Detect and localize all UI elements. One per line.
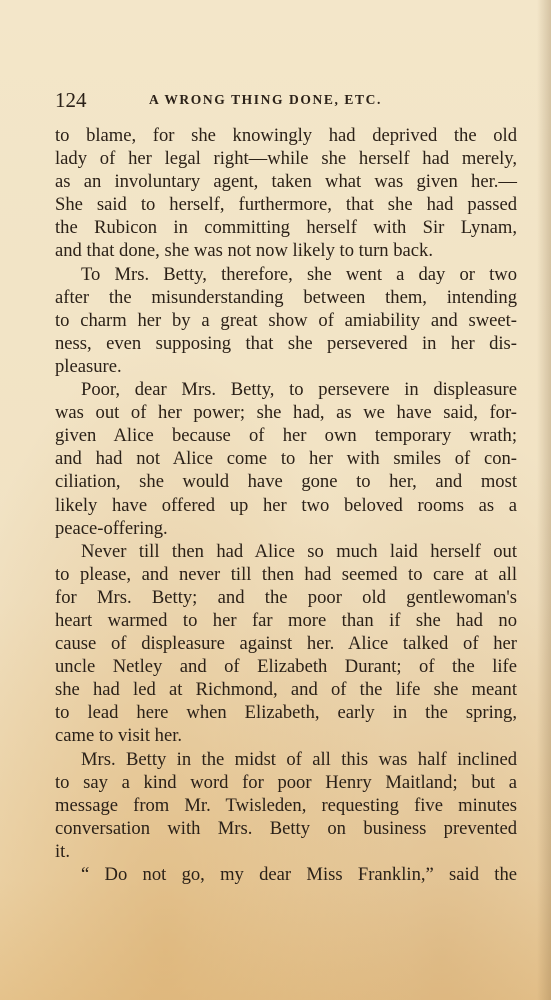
body-text — [55, 124, 517, 886]
page-edge-shadow — [537, 0, 551, 1000]
text-line: uncle Netley and of Elizabeth Durant; of the life — [55, 656, 517, 678]
text-line: to lead here when Elizabeth, early in the spring, — [55, 702, 517, 724]
text-line: to say a kind word for poor Henry Maitland; but a — [55, 771, 517, 793]
text-line: “ Do not go, my dear Miss Franklin,” said the — [81, 864, 517, 885]
text-line: and had not Alice come to her with smiles of con- — [55, 448, 517, 470]
text-line: to please, and never till then had seemed to care at all — [55, 563, 517, 585]
text-line: as an involuntary agent, taken what was given her.— — [55, 171, 517, 193]
text-line: to charm her by a great show of amiability and sweet- — [55, 309, 517, 331]
text-line: given Alice because of her own temporary wrath; — [55, 425, 517, 447]
text-line: ciliation, she would have gone to her, and most — [55, 471, 517, 493]
text-line: Never till then had Alice so much laid herself out — [81, 540, 517, 562]
text-line: to blame, for she knowingly had deprived the old — [55, 125, 517, 146]
text-line: the Rubicon in committing herself with Sir Lynam, — [55, 217, 517, 239]
text-line: for Mrs. Betty; and the poor old gentlewoman's — [55, 586, 517, 608]
text-line: she had led at Richmond, and of the life she meant — [55, 679, 517, 701]
text-line: after the misunderstanding between them, intending — [55, 286, 517, 308]
text-line: pleasure. — [55, 355, 122, 377]
text-line: She said to herself, furthermore, that she had passed — [55, 194, 517, 216]
page-number: 124 — [55, 88, 87, 112]
running-head: A WRONG THING DONE, ETC. — [149, 92, 382, 107]
text-line: Poor, dear Mrs. Betty, to persevere in displeasure — [81, 379, 517, 401]
text-line: peace-offering. — [55, 517, 168, 539]
text-line: heart warmed to her far more than if she had no — [55, 609, 517, 631]
text-line: and that done, she was not now likely to turn back. — [55, 240, 433, 262]
page-header — [55, 87, 513, 113]
text-line: conversation with Mrs. Betty on business prevented — [55, 817, 517, 839]
text-line: ness, even supposing that she persevered in her dis- — [55, 332, 517, 354]
text-line: Mrs. Betty in the midst of all this was half inclined — [81, 748, 517, 770]
text-line: cause of displeasure against her. Alice talked of her — [55, 633, 517, 655]
text-line: To Mrs. Betty, therefore, she went a day or two — [81, 263, 517, 285]
text-line: likely have offered up her two beloved rooms as a — [55, 494, 517, 516]
text-line: was out of her power; she had, as we have said, for- — [55, 402, 517, 424]
text-line: came to visit her. — [55, 725, 183, 747]
text-line: message from Mr. Twisleden, requesting five minutes — [55, 794, 517, 816]
text-line: it. — [55, 840, 70, 862]
text-line: lady of her legal right—while she herself had merely, — [55, 148, 517, 170]
